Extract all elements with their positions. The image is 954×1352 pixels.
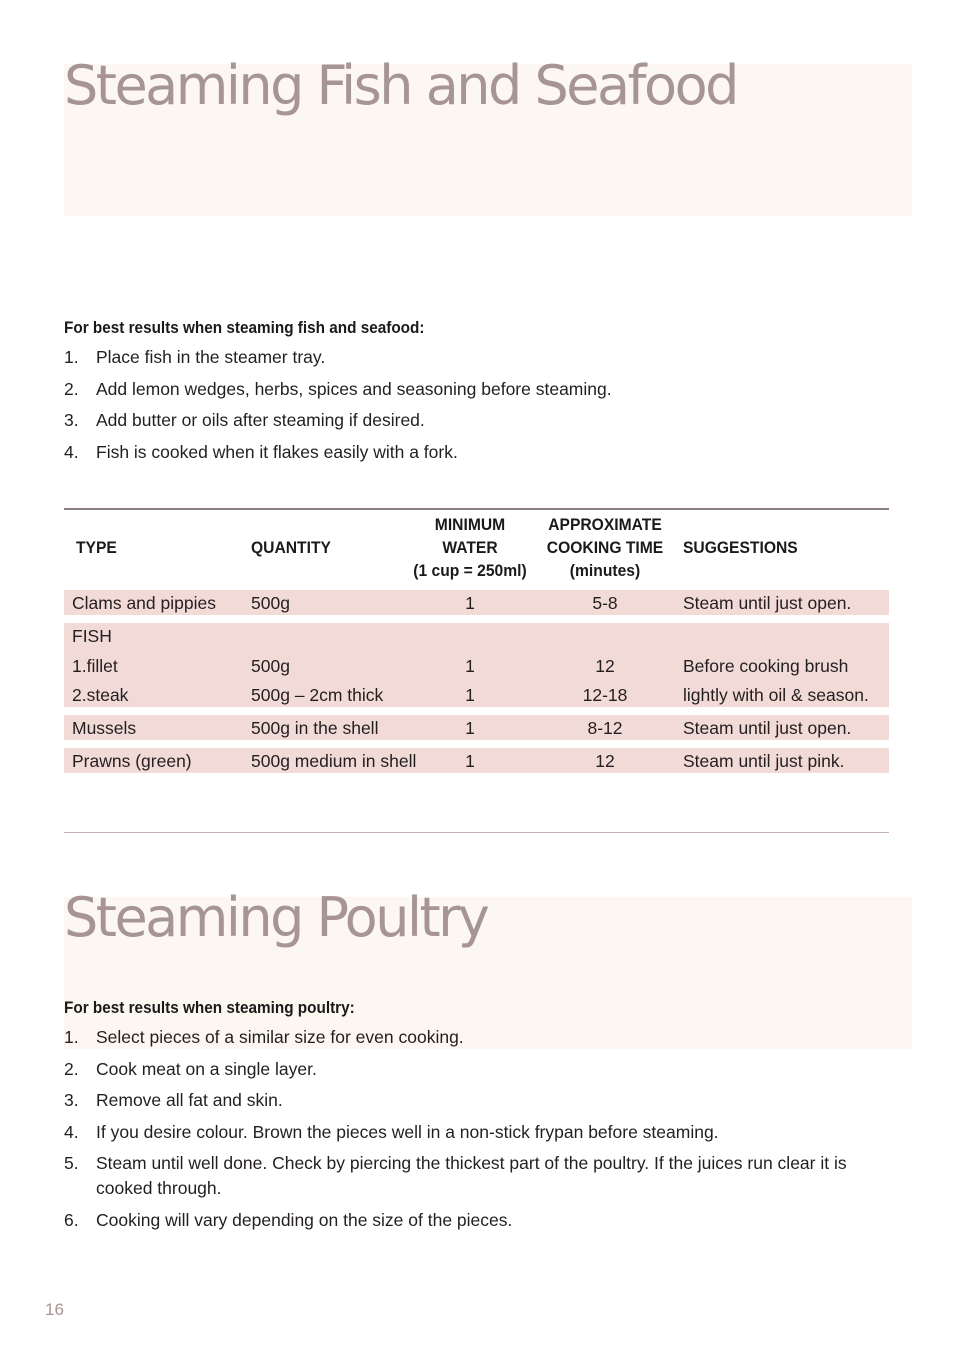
step-text: Remove all fat and skin. xyxy=(96,1090,283,1110)
step-number: 1. xyxy=(64,347,79,367)
step-text: Add butter or oils after steaming if desired. xyxy=(96,410,425,430)
step-text: Cooking will vary depending on the size of the pieces. xyxy=(96,1209,513,1230)
step-number: 4. xyxy=(64,441,79,462)
list-item xyxy=(64,1120,884,1145)
header-time-line: APPROXIMATE xyxy=(548,515,662,534)
header-water xyxy=(401,513,539,582)
cell-type: Prawns (green) xyxy=(72,751,192,771)
cell-type: FISH xyxy=(72,626,112,646)
cell-time: 12-18 xyxy=(582,685,628,705)
page-number: 16 xyxy=(45,1300,64,1319)
cell-water: 1 xyxy=(465,593,475,613)
step-number: 1. xyxy=(64,1027,79,1047)
cell-suggestion: Before cooking brush xyxy=(683,656,849,676)
cell-type: Clams and pippies xyxy=(72,593,216,613)
list-item xyxy=(64,408,894,433)
cell-time: 12 xyxy=(595,656,615,676)
cell-quantity: 500g xyxy=(251,593,290,613)
cell-quantity: 500g – 2cm thick xyxy=(251,685,384,705)
header-water-line: MINIMUM xyxy=(434,515,506,534)
cell-quantity: 500g xyxy=(251,656,290,676)
header-suggestions: SUGGESTIONS xyxy=(683,538,798,557)
list-item xyxy=(64,440,894,465)
page-title-poultry: Steaming Poultry xyxy=(64,886,488,949)
page-title-fish: Steaming Fish and Seafood xyxy=(64,54,737,117)
header-type: TYPE xyxy=(76,538,117,557)
step-text: Steam until well done. Check by piercing the thickest part of the poultry. If the juices run clear it is cooked through. xyxy=(96,1153,847,1198)
step-text: Cook meat on a single layer. xyxy=(96,1058,317,1079)
cell-water: 1 xyxy=(465,751,475,771)
cell-type: 1.fillet xyxy=(72,656,118,676)
cell-type: 2.steak xyxy=(72,685,129,705)
poultry-steps-list xyxy=(64,1025,884,1239)
step-text: Place fish in the steamer tray. xyxy=(96,347,326,367)
step-text: Fish is cooked when it flakes easily with a fork. xyxy=(96,441,458,462)
step-number: 4. xyxy=(64,1121,79,1142)
header-time xyxy=(541,513,670,582)
header-quantity: QUANTITY xyxy=(251,538,331,557)
header-water-line: WATER xyxy=(442,538,498,557)
cell-time: 5-8 xyxy=(592,593,618,613)
list-item xyxy=(64,1025,884,1050)
step-number: 2. xyxy=(64,378,79,399)
section-divider xyxy=(64,832,889,833)
header-time-line: (minutes) xyxy=(569,561,641,580)
step-text: Add lemon wedges, herbs, spices and seasoning before steaming. xyxy=(96,378,612,399)
cell-water: 1 xyxy=(465,685,475,705)
step-number: 6. xyxy=(64,1209,79,1230)
cell-time: 8-12 xyxy=(587,718,623,738)
list-item xyxy=(64,1088,884,1113)
cell-quantity: 500g medium in shell xyxy=(251,751,417,771)
poultry-intro: For best results when steaming poultry: xyxy=(64,998,355,1017)
step-number: 2. xyxy=(64,1058,79,1079)
cell-water: 1 xyxy=(465,656,475,676)
list-item xyxy=(64,1057,884,1082)
list-item xyxy=(64,377,894,402)
cell-type: Mussels xyxy=(72,718,137,738)
step-number: 5. xyxy=(64,1153,79,1173)
step-text: Select pieces of a similar size for even cooking. xyxy=(96,1027,464,1047)
cell-time: 12 xyxy=(595,751,615,771)
list-item xyxy=(64,1151,884,1201)
step-number: 3. xyxy=(64,1090,79,1110)
cell-suggestion: lightly with oil & season. xyxy=(683,685,869,705)
step-text: If you desire colour. Brown the pieces well in a non-stick frypan before steaming. xyxy=(96,1121,719,1142)
cell-suggestion: Steam until just pink. xyxy=(683,751,845,771)
cell-water: 1 xyxy=(465,718,475,738)
cell-quantity: 500g in the shell xyxy=(251,718,379,738)
fish-intro: For best results when steaming fish and seafood: xyxy=(64,318,425,337)
header-water-line: (1 cup = 250ml) xyxy=(413,561,527,580)
cell-suggestion: Steam until just open. xyxy=(683,718,852,738)
fish-steps-list xyxy=(64,345,894,471)
table-top-rule xyxy=(64,508,889,510)
list-item xyxy=(64,345,894,370)
list-item xyxy=(64,1208,884,1233)
cell-suggestion: Steam until just open. xyxy=(683,593,852,613)
step-number: 3. xyxy=(64,410,79,430)
header-time-line: COOKING TIME xyxy=(546,538,664,557)
